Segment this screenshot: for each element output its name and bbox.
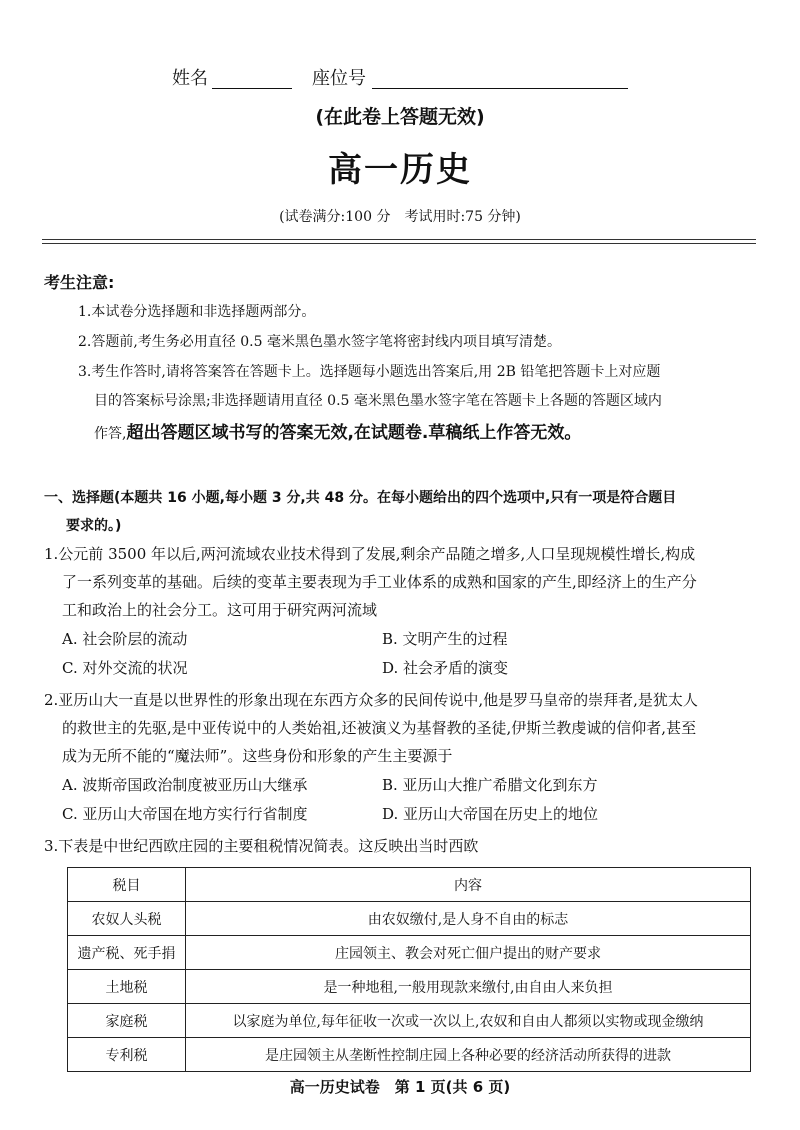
- question-2: [44, 686, 760, 770]
- question-line: 成为无所不能的“魔法师”。这些身份和形象的产生主要源于: [62, 747, 453, 765]
- tax-name: 土地税: [68, 970, 186, 1004]
- question-line: 的救世主的先驱,是中亚传说中的人类始祖,还被演义为基督教的圣徒,伊斯兰教虔诚的信仰者,甚至: [62, 719, 697, 737]
- question-1: [44, 540, 760, 624]
- question-3: [44, 832, 760, 860]
- tax-name: 农奴人头税: [68, 902, 186, 936]
- tax-table: [67, 867, 751, 1072]
- section-heading-line: 要求的。): [66, 518, 122, 534]
- question-line: 1.公元前 3500 年以后,两河流域农业技术得到了发展,剩余产品随之增多,人口呈现规模性增长,构成: [44, 545, 696, 563]
- table-row: [68, 1038, 751, 1072]
- option-c[interactable]: C. 亚历山大帝国在地方实行行省制度: [62, 805, 308, 823]
- seat-label: 座位号: [312, 68, 366, 89]
- exam-info: (试卷满分:100 分 考试用时:75 分钟): [279, 209, 521, 225]
- question-line: 工和政治上的社会分工。这可用于研究两河流域: [62, 601, 378, 619]
- option-a[interactable]: A. 社会阶层的流动: [62, 630, 188, 648]
- divider: [42, 239, 756, 240]
- question-line: 2.亚历山大一直是以世界性的形象出现在东西方众多的民间传说中,他是罗马皇帝的崇拜者,是犹太人: [44, 691, 698, 709]
- option-b[interactable]: B. 文明产生的过程: [382, 630, 508, 648]
- option-b[interactable]: B. 亚历山大推广希腊文化到东方: [382, 776, 598, 794]
- table-header-cell: 税目: [68, 868, 186, 902]
- section-heading: [44, 484, 760, 540]
- tax-content: 是一种地租,一般用现款来缴付,由自由人来负担: [186, 970, 751, 1004]
- table-row: [68, 1004, 751, 1038]
- tax-content: 以家庭为单位,每年征收一次或一次以上,农奴和自由人都须以实物或现金缴纳: [186, 1004, 751, 1038]
- table-row: [68, 970, 751, 1004]
- attention-item: 3.考生作答时,请将答案答在答题卡上。选择题每小题选出答案后,用 2B 铅笔把答题卡上对应题: [78, 364, 661, 380]
- question-line: 了一系列变革的基础。后续的变革主要表现为手工业体系的成熟和国家的产生,即经济上的生产分: [62, 573, 697, 591]
- name-blank[interactable]: [212, 88, 292, 89]
- student-info-line: [0, 64, 800, 94]
- divider: [42, 243, 756, 244]
- attention-item-last: [94, 423, 758, 444]
- attention-item: 2.答题前,考生务必用直径 0.5 毫米黑色墨水签字笔将密封线内项目填写清楚。: [78, 334, 561, 350]
- attention-title: 考生注意:: [44, 273, 115, 292]
- option-a[interactable]: A. 波斯帝国政治制度被亚历山大继承: [62, 776, 308, 794]
- section-heading-line: 一、选择题(本题共 16 小题,每小题 3 分,共 48 分。在每小题给出的四个选项中,只有一项是符合题目: [44, 490, 677, 506]
- attention-warning: 超出答题区域书写的答案无效,在试题卷.草稿纸上作答无效。: [126, 423, 582, 443]
- page-title: 高一历史: [328, 150, 472, 190]
- attention-item: 目的答案标号涂黑;非选择题请用直径 0.5 毫米黑色墨水签字笔在答题卡上各题的答题区域内: [94, 393, 662, 409]
- table-header-row: [68, 868, 751, 902]
- option-d[interactable]: D. 社会矛盾的演变: [382, 659, 509, 677]
- attention-item: 1.本试卷分选择题和非选择题两部分。: [78, 304, 316, 320]
- tax-name: 专利税: [68, 1038, 186, 1072]
- tax-content: 是庄园领主从垄断性控制庄园上各种必要的经济活动所获得的进款: [186, 1038, 751, 1072]
- invalid-notice: (在此卷上答题无效): [315, 106, 485, 128]
- table-row: [68, 936, 751, 970]
- attention-item-prefix: 作答,: [94, 426, 127, 442]
- tax-content: 由农奴缴付,是人身不自由的标志: [186, 902, 751, 936]
- option-d[interactable]: D. 亚历山大帝国在历史上的地位: [382, 805, 599, 823]
- question-line: 3.下表是中世纪西欧庄园的主要租税情况简表。这反映出当时西欧: [44, 837, 479, 855]
- table-row: [68, 902, 751, 936]
- table-header-cell: 内容: [186, 868, 751, 902]
- tax-name: 遗产税、死手捐: [68, 936, 186, 970]
- tax-content: 庄园领主、教会对死亡佃户提出的财产要求: [186, 936, 751, 970]
- page-footer: 高一历史试卷 第 1 页(共 6 页): [289, 1078, 511, 1096]
- seat-blank[interactable]: [372, 88, 628, 89]
- tax-name: 家庭税: [68, 1004, 186, 1038]
- name-label: 姓名: [172, 68, 208, 89]
- option-c[interactable]: C. 对外交流的状况: [62, 659, 188, 677]
